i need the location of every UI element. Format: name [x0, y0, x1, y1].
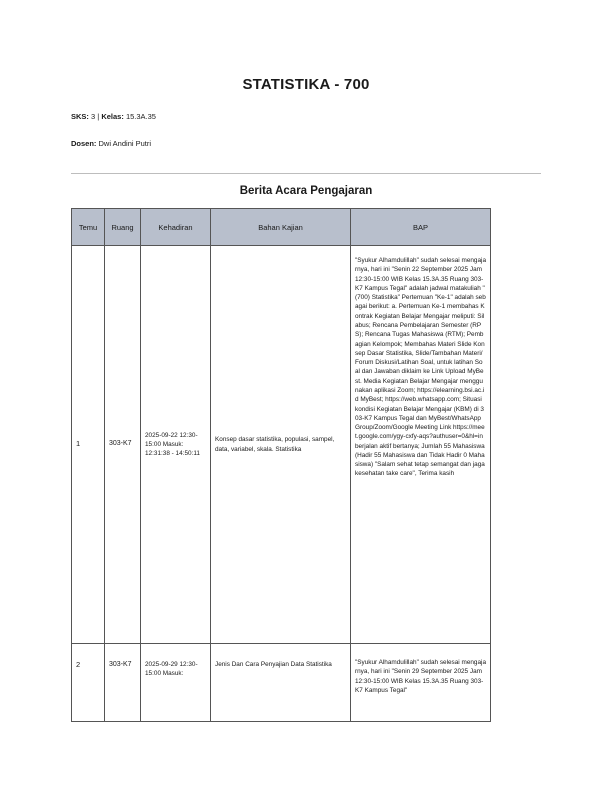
table-header-row: [72, 209, 491, 246]
ruang-cell: 303-K7: [105, 246, 141, 644]
temu-cell: 2: [72, 644, 105, 722]
kehadiran-cell: 2025-09-22 12:30-15:00 Masuk: 12:31:38 - 14:50:11: [141, 246, 211, 644]
header-bahan-kajian: Bahan Kajian: [211, 209, 351, 246]
sks-label: SKS:: [71, 112, 89, 121]
header-bap: BAP: [351, 209, 491, 246]
temu-cell: 1: [72, 246, 105, 644]
separator: |: [97, 112, 100, 121]
header-temu: Temu: [72, 209, 105, 246]
kelas-label: Kelas:: [101, 112, 124, 121]
lecturer-info: [71, 139, 151, 148]
dosen-label: Dosen:: [71, 139, 97, 148]
header-ruang: Ruang: [105, 209, 141, 246]
table-row: [72, 246, 491, 644]
bahan-kajian-cell: Jenis Dan Cara Penyajian Data Statistika: [211, 644, 351, 722]
bap-cell: "Syukur Alhamdulillah" sudah selesai mengajarnya, hari ini "Senin 29 September 2025 Jam 12:30-15:00 WIB Kelas 15.3A.35 Ruang 303-K7 Kampus Tegal": [351, 644, 491, 722]
kelas-value: 15.3A.35: [125, 112, 156, 121]
section-title: Berita Acara Pengajaran: [239, 185, 373, 197]
course-info: [71, 112, 156, 121]
bahan-kajian-cell: Konsep dasar statistika, populasi, sampel, data, variabel, skala. Statistika: [211, 246, 351, 644]
page-title: STATISTIKA - 700: [242, 76, 370, 93]
ruang-cell: 303-K7: [105, 644, 141, 722]
sks-value: 3: [91, 112, 96, 121]
bap-cell: "Syukur Alhamdulillah" sudah selesai mengajarnya, hari ini "Senin 22 September 2025 Jam 12:30-15:00 WIB Kelas 15.3A.35 Ruang 303-K7 Kampus Tegal" adalah jadwal matakuliah "(700) Statistika" Pertemuan "Ke-1" adalah sebagai berikut: a. Pertemuan Ke-1 membahas Kontrak Kegiatan Belajar Mengajar meliputi: Silabus; Rencana Pembelajaran Semester (RPS); Rencana Tugas Mahasiswa (RTM); Pembagian Kelompok; Membahas Materi Slide Konsep Dasar Statistika, Slide/Tambahan Materi/Forum Diskusi/Latihan Soal, untuk latihan Soal dan Jawaban diklaim ke Link Upload MyBest. Media Kegiatan Belajar Mengajar menggunakan aplikasi Zoom; https://elearning.bsi.ac.id MyBest; https://web.whatsapp.com; Situasi kondisi Kegiatan Belajar Mengajar (KBM) di 303-K7 Kampus Tegal dan MyBest/WhatsApp Group/Zoom/Google Meeting Link https://meet.google.com/ygy-cxfy-aqs?authuser=0&hl=in berjalan aktif bertanya; Jumlah 55 Mahasiswa (Hadir 55 Mahasiswa dan Tidak Hadir 0 Mahasiswa) "Salam sehat tetap semangat dan jaga kesehatan take care", Terima kasih: [351, 246, 491, 644]
dosen-value: Dwi Andini Putri: [98, 139, 152, 148]
table-row: [72, 644, 491, 722]
divider: [71, 173, 541, 174]
kehadiran-cell: 2025-09-29 12:30-15:00 Masuk:: [141, 644, 211, 722]
header-kehadiran: Kehadiran: [141, 209, 211, 246]
bap-table: [71, 208, 491, 722]
